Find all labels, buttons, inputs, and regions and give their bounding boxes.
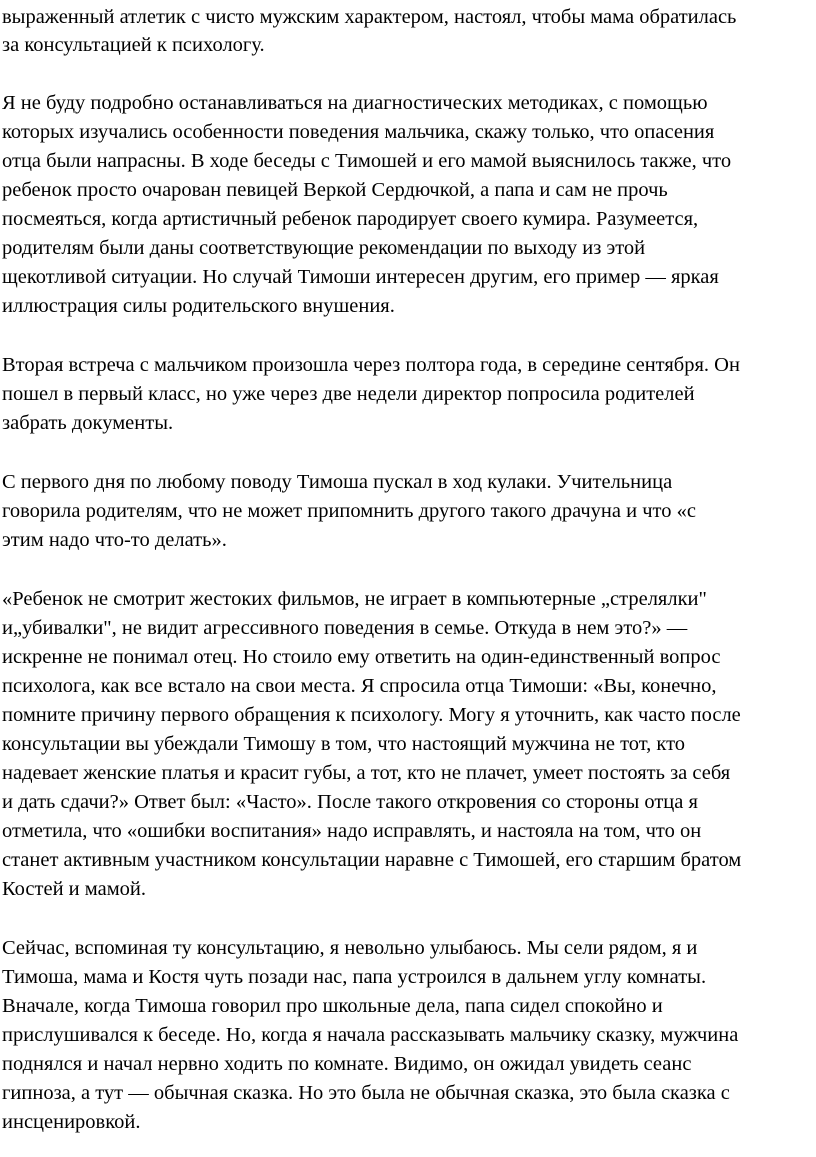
paragraph-5-line-1: «Ребенок не смотрит жестоких фильмов, не играет в компьютерные „стрелялки" (2, 588, 707, 610)
paragraph-6-line-4: прислушивался к беседе. Но, когда я начала рассказывать мальчику сказку, мужчина (2, 1024, 739, 1046)
paragraph-5-line-11: Костей и мамой. (2, 878, 147, 900)
paragraph-1-line-2: за консультацией к психологу. (2, 34, 265, 56)
paragraph-5-line-7: надевает женские платья и красит губы, а тот, кто не плачет, умеет постоять за себя (2, 762, 731, 784)
paragraph-2-line-7: щекотливой ситуации. Но случай Тимоши интересен другим, его пример — яркая (2, 266, 719, 288)
paragraph-2-line-2: которых изучались особенности поведения мальчика, скажу только, что опасения (2, 121, 715, 143)
paragraph-3-line-2: пошел в первый класс, но уже через две недели директор попросила родителей (2, 383, 695, 405)
paragraph-5-line-2: и„убивалки", не видит агрессивного поведения в семье. Откуда в нем это?» — (2, 617, 688, 639)
paragraph-2-line-8: иллюстрация силы родительского внушения. (2, 295, 395, 317)
paragraph-5-line-9: отметила, что «ошибки воспитания» надо исправлять, и настояла на том, что он (2, 820, 702, 842)
paragraph-1-line-1: выраженный атлетик с чисто мужским характером, настоял, чтобы мама обратилась (2, 6, 737, 28)
paragraph-2-line-5: посмеяться, когда артистичный ребенок пародирует своего кумира. Разумеется, (2, 208, 699, 230)
paragraph-2-line-3: отца были напрасны. В ходе беседы с Тимошей и его мамой выяснилось также, что (2, 150, 732, 172)
paragraph-5-line-5: помните причину первого обращения к психологу. Могу я уточнить, как часто после (2, 704, 741, 726)
paragraph-6-line-1: Сейчас, вспоминая ту консультацию, я невольно улыбаюсь. Мы сели рядом, я и (2, 937, 698, 959)
paragraph-2-line-4: ребенок просто очарован певицей Веркой Сердючкой, а папа и сам не прочь (2, 179, 668, 201)
paragraph-2-line-1: Я не буду подробно останавливаться на диагностических методиках, с помощью (2, 92, 708, 114)
paragraph-5-line-8: и дать сдачи?» Ответ был: «Часто». После такого откровения со стороны отца я (2, 791, 698, 813)
paragraph-2-line-6: родителям были даны соответствующие рекомендации по выходу из этой (2, 237, 646, 259)
paragraph-6-line-7: инсценировкой. (2, 1111, 141, 1133)
paragraph-4-line-1: С первого дня по любому поводу Тимоша пускал в ход кулаки. Учительница (2, 471, 673, 493)
paragraph-6-line-3: Вначале, когда Тимоша говорил про школьные дела, папа сидел спокойно и (2, 995, 663, 1017)
paragraph-4-line-3: этим надо что-то делать». (2, 529, 227, 551)
paragraph-6-line-2: Тимоша, мама и Костя чуть позади нас, папа устроился в дальнем углу комнаты. (2, 966, 707, 988)
paragraph-3-line-3: забрать документы. (2, 412, 174, 434)
paragraph-5-line-4: психолога, как все встало на свои места. Я спросила отца Тимоши: «Вы, конечно, (2, 675, 717, 697)
paragraph-6-line-6: гипноза, а тут — обычная сказка. Но это была не обычная сказка, это была сказка с (2, 1082, 730, 1104)
paragraph-4-line-2: говорила родителям, что не может припомнить другого такого драчуна и что «с (2, 500, 696, 522)
paragraph-5-line-6: консультации вы убеждали Тимошу в том, что настоящий мужчина не тот, кто (2, 733, 686, 755)
paragraph-5-line-3: искренне не понимал отец. Но стоило ему ответить на один-единственный вопрос (2, 646, 721, 668)
paragraph-5-line-10: станет активным участником консультации наравне с Тимошей, его старшим братом (2, 849, 742, 871)
paragraph-6-line-5: поднялся и начал нервно ходить по комнате. Видимо, он ожидал увидеть сеанс (2, 1053, 692, 1075)
paragraph-3-line-1: Вторая встреча с мальчиком произошла через полтора года, в середине сентября. Он (2, 354, 740, 376)
